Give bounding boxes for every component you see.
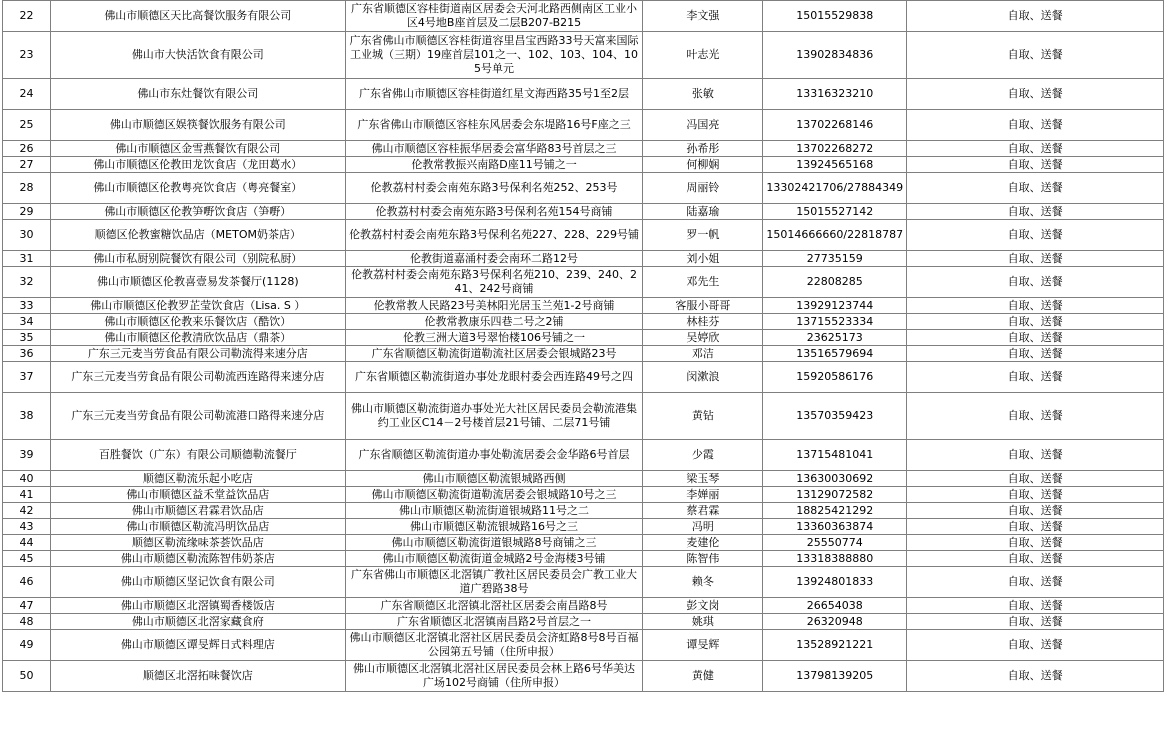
table-row: [3, 614, 1164, 630]
cell-mode: 自取、送餐: [907, 487, 1164, 503]
cell-no: 37: [3, 362, 51, 393]
cell-name: 佛山市顺德区勒流冯明饮品店: [50, 519, 345, 535]
cell-name: 百胜餐饮（广东）有限公司顺德勒流餐厅: [50, 440, 345, 471]
table-row: [3, 362, 1164, 393]
table-row: [3, 503, 1164, 519]
cell-no: 42: [3, 503, 51, 519]
cell-no: 32: [3, 267, 51, 298]
cell-person: 梁玉琴: [643, 471, 763, 487]
cell-no: 30: [3, 220, 51, 251]
cell-person: 邓洁: [643, 346, 763, 362]
cell-mode: 自取、送餐: [907, 1, 1164, 32]
cell-person: 刘小姐: [643, 251, 763, 267]
cell-no: 27: [3, 157, 51, 173]
table-row: [3, 267, 1164, 298]
cell-no: 41: [3, 487, 51, 503]
cell-address: 佛山市顺德区勒流街道银城路8号商铺之三: [345, 535, 643, 551]
table-row: [3, 519, 1164, 535]
cell-mode: 自取、送餐: [907, 32, 1164, 79]
table-row: [3, 330, 1164, 346]
cell-person: 李文强: [643, 1, 763, 32]
table-row: [3, 346, 1164, 362]
cell-name: 佛山市顺德区益禾堂益饮品店: [50, 487, 345, 503]
cell-person: 陆嘉瑜: [643, 204, 763, 220]
cell-mode: 自取、送餐: [907, 630, 1164, 661]
cell-name: 佛山市顺德区金雪燕餐饮有限公司: [50, 141, 345, 157]
cell-no: 40: [3, 471, 51, 487]
cell-address: 佛山市顺德区勒流银城路16号之三: [345, 519, 643, 535]
cell-address: 广东省顺德区勒流街道办事处勒流居委会金华路6号首层: [345, 440, 643, 471]
cell-person: 谭旻辉: [643, 630, 763, 661]
cell-no: 49: [3, 630, 51, 661]
cell-phone: 18825421292: [763, 503, 907, 519]
cell-phone: 13702268146: [763, 110, 907, 141]
cell-no: 31: [3, 251, 51, 267]
cell-name: 顺德区勒流乐起小吃店: [50, 471, 345, 487]
cell-address: 广东省顺德区北滘镇南昌路2号首层之一: [345, 614, 643, 630]
cell-no: 23: [3, 32, 51, 79]
cell-no: 48: [3, 614, 51, 630]
cell-address: 广东省顺德区勒流街道办事处龙眼村委会西连路49号之四: [345, 362, 643, 393]
cell-address: 佛山市顺德区勒流街道银城路11号之二: [345, 503, 643, 519]
cell-person: 冯明: [643, 519, 763, 535]
cell-mode: 自取、送餐: [907, 661, 1164, 692]
cell-phone: 23625173: [763, 330, 907, 346]
cell-no: 45: [3, 551, 51, 567]
cell-person: 黄健: [643, 661, 763, 692]
cell-phone: 27735159: [763, 251, 907, 267]
table-row: [3, 157, 1164, 173]
cell-mode: 自取、送餐: [907, 503, 1164, 519]
cell-mode: 自取、送餐: [907, 567, 1164, 598]
cell-address: 伦教常教康乐四巷二号之2铺: [345, 314, 643, 330]
cell-phone: 13929123744: [763, 298, 907, 314]
cell-person: 少霞: [643, 440, 763, 471]
table-row: [3, 1, 1164, 32]
cell-phone: 13318388880: [763, 551, 907, 567]
cell-address: 广东省佛山市顺德区北滘镇广教社区居民委员会广教工业大道广碧路38号: [345, 567, 643, 598]
cell-name: 佛山市顺德区娱筷餐饮服务有限公司: [50, 110, 345, 141]
cell-name: 佛山市东灶餐饮有限公司: [50, 79, 345, 110]
cell-phone: 13570359423: [763, 393, 907, 440]
cell-name: 广东三元麦当劳食品有限公司勒流港口路得来速分店: [50, 393, 345, 440]
cell-mode: 自取、送餐: [907, 251, 1164, 267]
cell-name: 广东三元麦当劳食品有限公司勒流西连路得来速分店: [50, 362, 345, 393]
cell-no: 28: [3, 173, 51, 204]
cell-person: 张敏: [643, 79, 763, 110]
cell-mode: 自取、送餐: [907, 362, 1164, 393]
table-row: [3, 204, 1164, 220]
cell-person: 闵漱浪: [643, 362, 763, 393]
cell-no: 24: [3, 79, 51, 110]
cell-phone: 15015527142: [763, 204, 907, 220]
table-row: [3, 314, 1164, 330]
cell-phone: 13528921221: [763, 630, 907, 661]
cell-mode: 自取、送餐: [907, 110, 1164, 141]
cell-phone: 15920586176: [763, 362, 907, 393]
cell-name: 佛山市顺德区勒流陈智伟奶茶店: [50, 551, 345, 567]
cell-phone: 15014666660/22818787: [763, 220, 907, 251]
cell-name: 佛山市顺德区谭旻辉日式料理店: [50, 630, 345, 661]
table-row: [3, 79, 1164, 110]
cell-person: 麦建伦: [643, 535, 763, 551]
table-row: [3, 551, 1164, 567]
table-row: [3, 173, 1164, 204]
cell-mode: 自取、送餐: [907, 535, 1164, 551]
cell-address: 佛山市顺德区勒流街道金城路2号金海楼3号铺: [345, 551, 643, 567]
cell-person: 吴婷欣: [643, 330, 763, 346]
cell-person: 彭文岗: [643, 598, 763, 614]
cell-name: 佛山市顺德区坚记饮食有限公司: [50, 567, 345, 598]
cell-name: 佛山市顺德区伦教笋嘢饮食店（笋嘢）: [50, 204, 345, 220]
table-row: [3, 440, 1164, 471]
cell-mode: 自取、送餐: [907, 204, 1164, 220]
cell-phone: 13630030692: [763, 471, 907, 487]
cell-phone: 15015529838: [763, 1, 907, 32]
cell-name: 佛山市顺德区北滘家藏食府: [50, 614, 345, 630]
cell-address: 伦教三洲大道3号翠怡楼106号铺之一: [345, 330, 643, 346]
cell-no: 50: [3, 661, 51, 692]
cell-address: 佛山市顺德区勒流街道办事处光大社区居民委员会勒流港集约工业区C14－2号楼首层21号铺、二层71号铺: [345, 393, 643, 440]
cell-phone: 26654038: [763, 598, 907, 614]
cell-name: 佛山市顺德区伦教清欣饮品店（鼎茶）: [50, 330, 345, 346]
cell-person: 周丽铃: [643, 173, 763, 204]
cell-phone: 13715481041: [763, 440, 907, 471]
cell-no: 36: [3, 346, 51, 362]
cell-address: 伦教常教振兴南路D座11号铺之一: [345, 157, 643, 173]
table-row: [3, 298, 1164, 314]
cell-name: 佛山市顺德区伦教田龙饮食店（龙田葛水）: [50, 157, 345, 173]
cell-mode: 自取、送餐: [907, 298, 1164, 314]
table-row: [3, 220, 1164, 251]
cell-person: 孙希彤: [643, 141, 763, 157]
cell-person: 罗一帆: [643, 220, 763, 251]
cell-address: 广东省顺德区容桂街道南区居委会天河北路西侧南区工业小区4号地B座首层及二层B207-B215: [345, 1, 643, 32]
cell-phone: 26320948: [763, 614, 907, 630]
cell-address: 佛山市顺德区容桂振华居委会富华路83号首层之三: [345, 141, 643, 157]
cell-mode: 自取、送餐: [907, 440, 1164, 471]
cell-no: 34: [3, 314, 51, 330]
cell-name: 顺德区伦教蜜糖饮品店（METOM奶茶店）: [50, 220, 345, 251]
cell-mode: 自取、送餐: [907, 471, 1164, 487]
table-row: [3, 598, 1164, 614]
cell-address: 广东省顺德区勒流街道勒流社区居委会银城路23号: [345, 346, 643, 362]
cell-mode: 自取、送餐: [907, 330, 1164, 346]
cell-address: 伦教荔村村委会南苑东路3号保利名苑210、239、240、241、242号商铺: [345, 267, 643, 298]
table-body: [3, 1, 1164, 692]
cell-person: 蔡君霖: [643, 503, 763, 519]
cell-name: 佛山市顺德区伦教喜壹易发茶餐厅(1128): [50, 267, 345, 298]
cell-address: 伦教荔村村委会南苑东路3号保利名苑252、253号: [345, 173, 643, 204]
cell-phone: 13360363874: [763, 519, 907, 535]
cell-phone: 13798139205: [763, 661, 907, 692]
cell-address: 伦教常教人民路23号美林阳光居玉兰苑1-2号商铺: [345, 298, 643, 314]
cell-name: 顺德区勒流缘味茶荟饮品店: [50, 535, 345, 551]
table-row: [3, 251, 1164, 267]
cell-no: 33: [3, 298, 51, 314]
table-row: [3, 32, 1164, 79]
cell-phone: 13702268272: [763, 141, 907, 157]
restaurant-table: [2, 0, 1164, 692]
cell-person: 邓先生: [643, 267, 763, 298]
cell-address: 广东省佛山市顺德区容桂街道红星文海西路35号1至2层: [345, 79, 643, 110]
cell-phone: 13129072582: [763, 487, 907, 503]
cell-name: 佛山市顺德区北滘镇蜀香楼饭店: [50, 598, 345, 614]
cell-name: 佛山市顺德区伦教粤亮饮食店（粤亮餐室）: [50, 173, 345, 204]
cell-mode: 自取、送餐: [907, 614, 1164, 630]
cell-phone: 13924565168: [763, 157, 907, 173]
cell-address: 广东省顺德区北滘镇北滘社区居委会南昌路8号: [345, 598, 643, 614]
cell-no: 35: [3, 330, 51, 346]
cell-address: 伦教街道嘉涌村委会南环二路12号: [345, 251, 643, 267]
cell-person: 黄钻: [643, 393, 763, 440]
cell-address: 佛山市顺德区勒流街道勒流居委会银城路10号之三: [345, 487, 643, 503]
table-row: [3, 535, 1164, 551]
cell-person: 林桂芬: [643, 314, 763, 330]
cell-person: 陈智伟: [643, 551, 763, 567]
table-row: [3, 567, 1164, 598]
cell-no: 22: [3, 1, 51, 32]
cell-address: 佛山市顺德区北滘镇北滘社区居民委员会林上路6号华美达广场102号商铺（住所申报）: [345, 661, 643, 692]
cell-no: 39: [3, 440, 51, 471]
cell-address: 伦教荔村村委会南苑东路3号保利名苑227、228、229号铺: [345, 220, 643, 251]
table-row: [3, 110, 1164, 141]
cell-person: 赖冬: [643, 567, 763, 598]
table-row: [3, 487, 1164, 503]
cell-no: 43: [3, 519, 51, 535]
cell-phone: 13715523334: [763, 314, 907, 330]
cell-mode: 自取、送餐: [907, 393, 1164, 440]
cell-mode: 自取、送餐: [907, 519, 1164, 535]
cell-name: 顺德区北滘拓味餐饮店: [50, 661, 345, 692]
cell-name: 广东三元麦当劳食品有限公司勒流得来速分店: [50, 346, 345, 362]
cell-phone: 22808285: [763, 267, 907, 298]
cell-mode: 自取、送餐: [907, 79, 1164, 110]
cell-mode: 自取、送餐: [907, 267, 1164, 298]
cell-person: 姚琪: [643, 614, 763, 630]
cell-person: 冯国亮: [643, 110, 763, 141]
cell-address: 广东省佛山市顺德区容桂东风居委会东堤路16号F座之三: [345, 110, 643, 141]
cell-name: 佛山市顺德区伦教来乐餐饮店（酷饮）: [50, 314, 345, 330]
cell-person: 叶志光: [643, 32, 763, 79]
cell-phone: 13924801833: [763, 567, 907, 598]
cell-mode: 自取、送餐: [907, 220, 1164, 251]
cell-phone: 13302421706/27884349: [763, 173, 907, 204]
cell-name: 佛山市私厨别院餐饮有限公司（别院私厨）: [50, 251, 345, 267]
cell-mode: 自取、送餐: [907, 314, 1164, 330]
table-row: [3, 141, 1164, 157]
cell-mode: 自取、送餐: [907, 141, 1164, 157]
cell-no: 29: [3, 204, 51, 220]
cell-address: 广东省佛山市顺德区容桂街道容里昌宝西路33号天富来国际工业城（三期）19座首层101之一、102、103、104、105号单元: [345, 32, 643, 79]
cell-name: 佛山市顺德区天比高餐饮服务有限公司: [50, 1, 345, 32]
table-row: [3, 393, 1164, 440]
cell-phone: 25550774: [763, 535, 907, 551]
cell-no: 44: [3, 535, 51, 551]
cell-person: 李婵丽: [643, 487, 763, 503]
cell-name: 佛山市大快活饮食有限公司: [50, 32, 345, 79]
cell-mode: 自取、送餐: [907, 173, 1164, 204]
cell-person: 客服小哥哥: [643, 298, 763, 314]
cell-address: 佛山市顺德区勒流银城路西侧: [345, 471, 643, 487]
table-row: [3, 661, 1164, 692]
cell-no: 25: [3, 110, 51, 141]
cell-address: 伦教荔村村委会南苑东路3号保利名苑154号商铺: [345, 204, 643, 220]
cell-no: 46: [3, 567, 51, 598]
cell-mode: 自取、送餐: [907, 346, 1164, 362]
cell-mode: 自取、送餐: [907, 598, 1164, 614]
cell-phone: 13516579694: [763, 346, 907, 362]
cell-address: 佛山市顺德区北滘镇北滘社区居民委员会济虹路8号8号百福公园第五号铺（住所申报）: [345, 630, 643, 661]
cell-mode: 自取、送餐: [907, 551, 1164, 567]
cell-name: 佛山市顺德区伦教罗芷莹饮食店（Lisa. S ）: [50, 298, 345, 314]
cell-phone: 13316323210: [763, 79, 907, 110]
cell-no: 38: [3, 393, 51, 440]
cell-name: 佛山市顺德区君霖君饮品店: [50, 503, 345, 519]
cell-person: 何柳娴: [643, 157, 763, 173]
table-row: [3, 630, 1164, 661]
cell-mode: 自取、送餐: [907, 157, 1164, 173]
cell-phone: 13902834836: [763, 32, 907, 79]
cell-no: 26: [3, 141, 51, 157]
cell-no: 47: [3, 598, 51, 614]
table-row: [3, 471, 1164, 487]
